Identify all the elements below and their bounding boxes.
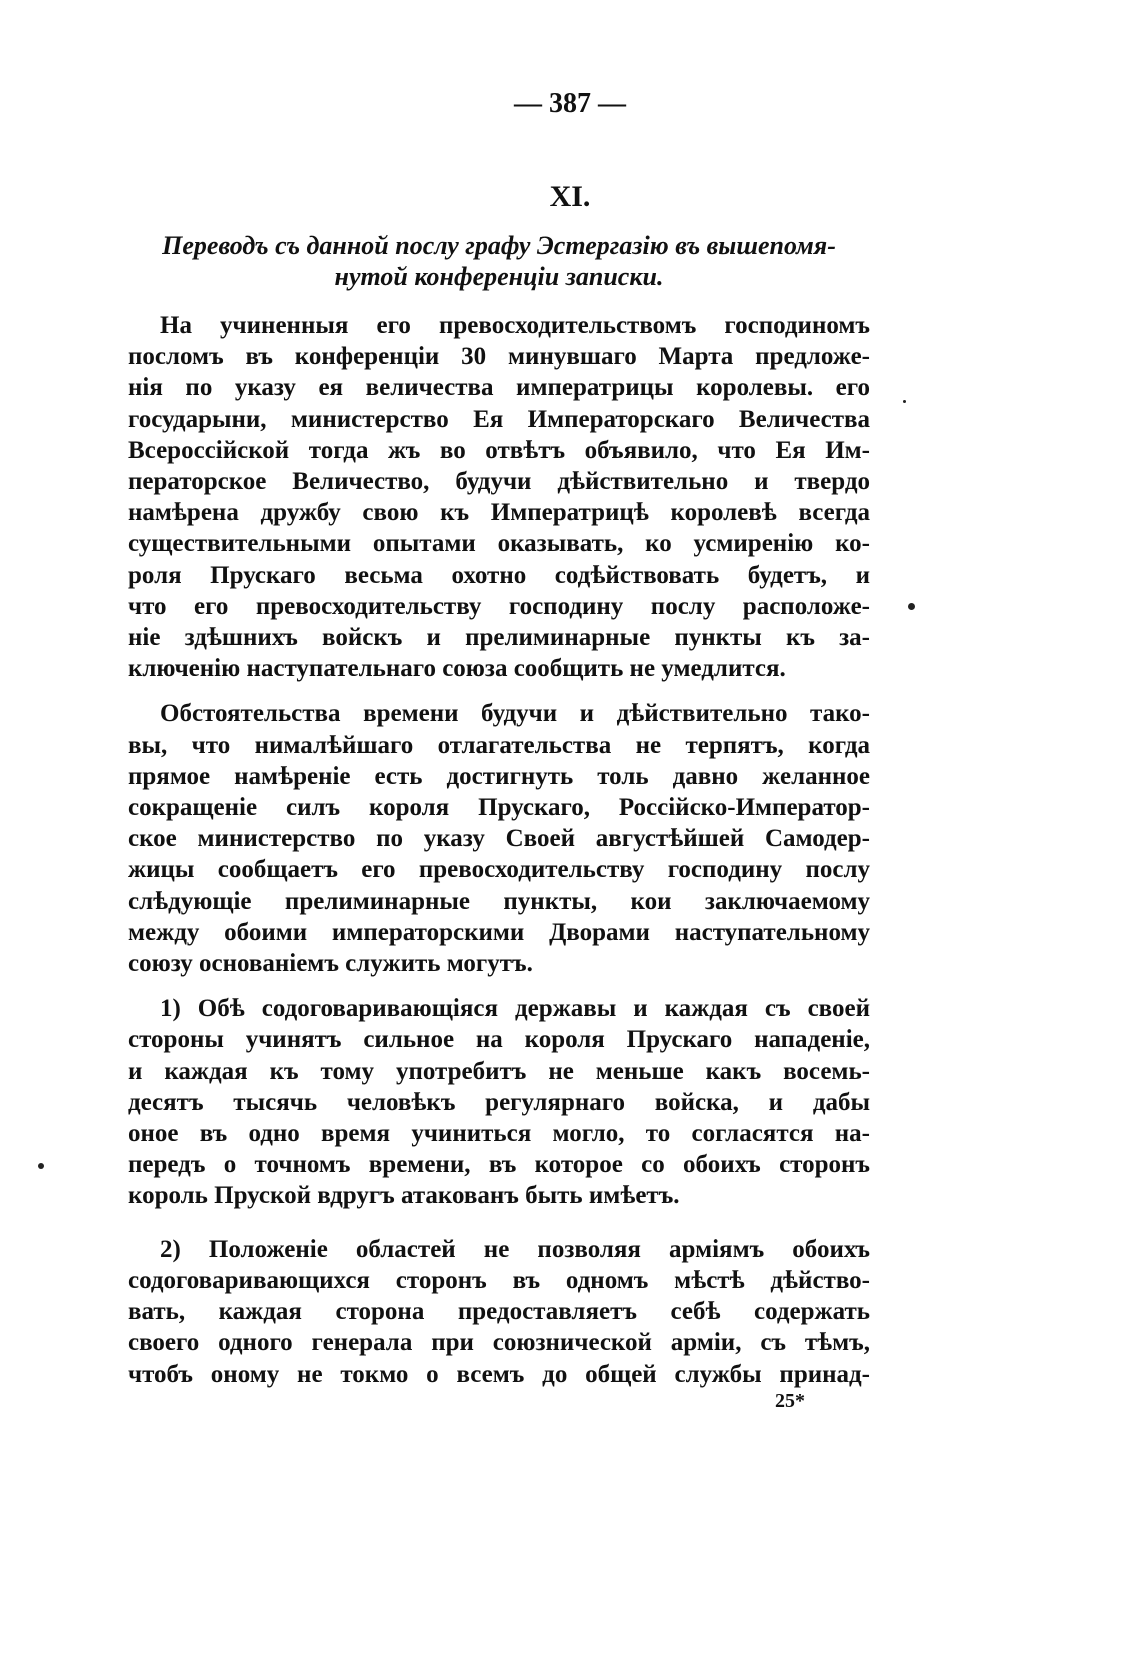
- text-line: передъ о точномъ времени, въ которое со обоихъ сторонъ: [128, 1151, 870, 1179]
- text-line: жицы сообщаетъ его превосходительству господину послу: [128, 856, 870, 884]
- text-line: 1) Обѣ содоговаривающіяся державы и каждая съ своей: [160, 995, 870, 1023]
- text-line: нія по указу ея величества императрицы королевы. его: [128, 374, 870, 402]
- text-line: Всероссійской тогда жъ во отвѣтъ объявило, что Ея Им-: [128, 436, 870, 464]
- text-line: вы, что нималѣйшаго отлагательства не терпятъ, когда: [128, 731, 870, 759]
- scan-speck: [908, 603, 915, 610]
- paragraph: [128, 698, 870, 979]
- text-line: что его превосходительству господину послу расположе-: [128, 592, 870, 620]
- text-line: ператорское Величество, будучи дѣйствительно и твердо: [128, 468, 870, 496]
- text-line: слѣдующіе прелиминарные пункты, кои заключаемому: [128, 887, 870, 915]
- text-line: король Пруской вдругъ атакованъ быть имѣетъ.: [128, 1182, 680, 1210]
- text-line: прямое намѣреніе есть достигнуть толь давно желанное: [128, 762, 870, 790]
- heading-line: Переводъ съ данной послу графу Эстергазію въ вышепомя-: [162, 231, 836, 260]
- text-line: ское министерство по указу Своей августѣйшей Самодер-: [128, 825, 870, 853]
- text-line: сокращеніе силъ короля Прускаго, Россійско-Император-: [128, 794, 870, 822]
- text-line: Обстоятельства времени будучи и дѣйствительно тако-: [160, 700, 870, 728]
- text-line: своего одного генерала при союзнической арміи, съ тѣмъ,: [128, 1329, 870, 1357]
- paragraph: [128, 993, 870, 1211]
- body-text: [128, 310, 870, 1404]
- heading-line: нутой конференціи записки.: [334, 262, 664, 291]
- text-line: оное въ одно время учиниться могло, то согласятся на-: [128, 1120, 870, 1148]
- page-number: — 387 —: [514, 88, 626, 119]
- text-line: существительными опытами оказывать, ко усмиренію ко-: [128, 530, 870, 558]
- text-line: ніе здѣшнихъ войскъ и прелиминарные пункты къ за-: [128, 624, 870, 652]
- section-heading: [128, 230, 870, 292]
- text-line: стороны учинятъ сильное на короля Прускаго нападеніе,: [128, 1026, 870, 1054]
- paragraph: [128, 1234, 870, 1390]
- text-line: чтобъ оному не токмо о всемъ до общей службы принад-: [128, 1360, 870, 1388]
- text-line: роля Прускаго весьма охотно содѣйствовать будетъ, и: [128, 561, 870, 589]
- text-line: союзу основаніемъ служить могутъ.: [128, 950, 533, 978]
- text-line: 2) Положеніе областей не позволяя арміямъ обоихъ: [160, 1235, 870, 1263]
- text-line: вать, каждая сторона предоставляетъ себѣ содержать: [128, 1298, 870, 1326]
- text-line: На учиненныя его превосходительствомъ господиномъ: [160, 312, 870, 339]
- text-line: намѣрена дружбу свою къ Императрицѣ королевѣ всегда: [128, 499, 870, 527]
- signature-mark: 25*: [775, 1390, 805, 1412]
- text-line: десятъ тысячь человѣкъ регулярнаго войска, и дабы: [128, 1088, 870, 1116]
- text-line: государыни, министерство Ея Императорскаго Величества: [128, 405, 870, 433]
- text-line: посломъ въ конференціи 30 минувшаго Марта предложе-: [128, 343, 870, 371]
- text-line: ключенію наступательнаго союза сообщить не умедлится.: [128, 655, 786, 683]
- text-line: и каждая къ тому употребитъ не меньше какъ восемь-: [128, 1057, 870, 1085]
- text-line: между обоими императорскими Дворами наступательному: [128, 918, 870, 946]
- section-number: XI.: [549, 180, 591, 213]
- scan-speck: [903, 400, 906, 403]
- scan-speck: [38, 1163, 44, 1169]
- paragraph: [128, 310, 870, 684]
- text-line: содоговаривающихся сторонъ въ одномъ мѣстѣ дѣйство-: [128, 1266, 870, 1294]
